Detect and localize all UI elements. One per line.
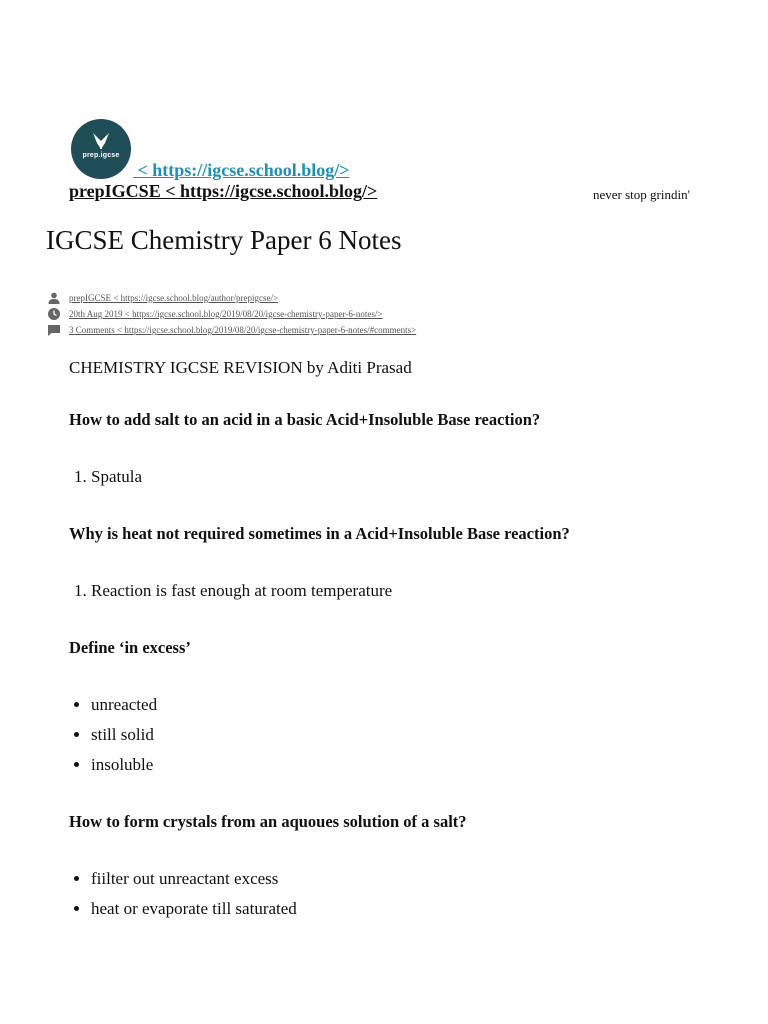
- meta-comments: [47, 322, 416, 338]
- date-link[interactable]: 20th Aug 2019 < https://igcse.school.blog/2019/08/20/igcse-chemistry-paper-6-notes/>: [69, 309, 383, 319]
- person-icon: [47, 291, 61, 305]
- clock-icon: [47, 307, 61, 321]
- meta-date: [47, 306, 416, 322]
- post-content: [69, 357, 729, 955]
- list-item: 1. Reaction is fast enough at room temperature: [91, 580, 729, 602]
- comment-icon: [47, 323, 61, 337]
- list-item: • still solid: [91, 724, 729, 746]
- list-item: • heat or evaporate till saturated: [91, 898, 729, 920]
- comments-link[interactable]: 3 Comments < https://igcse.school.blog/2019/08/20/igcse-chemistry-paper-6-notes/#comments>: [69, 325, 417, 335]
- answer-2-list: [69, 580, 729, 602]
- answer-4-list: [69, 868, 729, 920]
- site-title-link[interactable]: prepIGCSE < https://igcse.school.blog/>: [69, 181, 378, 201]
- list-item: • insoluble: [91, 754, 729, 776]
- post-meta: [47, 290, 416, 338]
- bird-icon: [71, 119, 131, 179]
- question-3: Define ‘in excess’: [69, 638, 191, 657]
- list-item: • fiilter out unreactant excess: [91, 868, 729, 890]
- question-2: Why is heat not required sometimes in a Acid+Insoluble Base reaction?: [69, 524, 570, 543]
- post-intro: CHEMISTRY IGCSE REVISION by Aditi Prasad: [69, 358, 412, 377]
- answer-3-list: [69, 694, 729, 776]
- list-item: • unreacted: [91, 694, 729, 716]
- author-link[interactable]: prepIGCSE < https://igcse.school.blog/author/prepigcse/>: [69, 293, 279, 303]
- list-item: 1. Spatula: [91, 466, 729, 488]
- meta-author: [47, 290, 416, 306]
- logo-text: prep.igcse: [82, 152, 120, 159]
- page-title: IGCSE Chemistry Paper 6 Notes: [46, 225, 402, 255]
- question-1: How to add salt to an acid in a basic Acid+Insoluble Base reaction?: [69, 410, 541, 429]
- logo-link[interactable]: < https://igcse.school.blog/>: [133, 160, 350, 180]
- site-tagline: never stop grindin': [593, 187, 690, 202]
- answer-1-list: [69, 466, 729, 488]
- site-logo[interactable]: [71, 119, 131, 179]
- question-4: How to form crystals from an aquoues solution of a salt?: [69, 812, 467, 831]
